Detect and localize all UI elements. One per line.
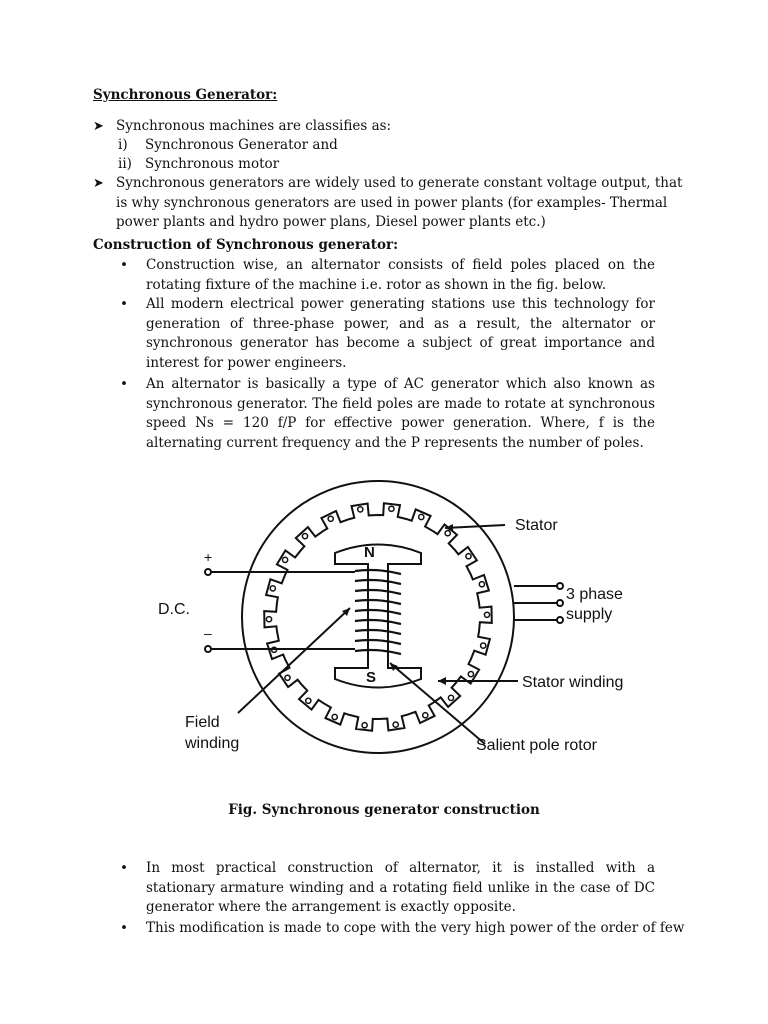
stator-conductor-icon: [389, 506, 394, 511]
generator-figure: [150, 478, 660, 778]
plus-sign: +: [204, 549, 213, 565]
stator-conductor-icon: [285, 675, 290, 680]
bullet-text: Construction wise, an alternator consists of field poles placed on the rotating fixture of the machine i.e. rotor as shown in the fig. below.: [146, 257, 655, 293]
page-title: Synchronous Generator:: [93, 87, 278, 103]
terminal-icon: [557, 617, 563, 623]
stator-conductor-icon: [484, 612, 489, 617]
bullet-item: [120, 919, 685, 939]
bullet-item: [120, 295, 655, 373]
salient-pole-label: Salient pole rotor: [476, 737, 597, 754]
list-number: ii): [118, 156, 132, 172]
stator-pointer: [445, 525, 505, 528]
bullet-text: All modern electrical power generating stations use this technology for generation of three-phase power, and as a result, the alternator or synchronous generator has become a subject of great importance and interest for power engineers.: [146, 296, 655, 371]
bullet-dot-icon: •: [120, 920, 128, 936]
stator-conductor-icon: [358, 507, 363, 512]
minus-sign: –: [204, 625, 212, 641]
bullet-item: [120, 256, 655, 295]
stator-label: Stator: [515, 517, 558, 534]
list-item: [118, 136, 338, 156]
stator-conductor-icon: [362, 723, 367, 728]
stator-conductor-icon: [468, 672, 473, 677]
list-item: [118, 155, 279, 175]
figure-caption: Fig. Synchronous generator construction: [228, 802, 540, 818]
stator-conductor-icon: [283, 557, 288, 562]
field-winding-pointer: [238, 608, 350, 713]
list-label: Synchronous Generator and: [145, 137, 338, 153]
bullet-item: [120, 859, 655, 918]
stator-conductor-icon: [466, 554, 471, 559]
salient-pole-rotor: [335, 545, 421, 688]
dc-label: D.C.: [158, 601, 190, 618]
intro-item: [93, 117, 683, 137]
bullet-dot-icon: •: [120, 257, 128, 273]
stator-conductor-icon: [328, 516, 333, 521]
intro-item: [93, 174, 683, 233]
bullet-text: An alternator is basically a type of AC generator which also known as synchronous generator. The field poles are made to rotate at synchronous speed Ns = 120 f/P for effective power generation. Where, f is the alternating current frequency and the P represents the number of poles.: [146, 376, 655, 451]
terminal-icon: [205, 569, 211, 575]
stator-conductor-icon: [332, 714, 337, 719]
bullet-dot-icon: •: [120, 296, 128, 312]
stator-conductor-icon: [306, 698, 311, 703]
bullet-text: This modification is made to cope with the very high power of the order of few: [146, 920, 685, 936]
stator-conductor-icon: [445, 531, 450, 536]
supply-label-line2: supply: [566, 606, 613, 623]
stator-conductor-icon: [393, 722, 398, 727]
north-pole-label: N: [364, 544, 375, 561]
intro-text: Synchronous machines are classifies as:: [116, 118, 392, 134]
stator-conductor-icon: [302, 534, 307, 539]
stator-conductor-icon: [270, 586, 275, 591]
stator-conductor-icon: [479, 582, 484, 587]
stator-conductor-icon: [266, 617, 271, 622]
terminal-icon: [557, 583, 563, 589]
south-pole-label: S: [366, 669, 377, 686]
list-label: Synchronous motor: [145, 156, 280, 172]
arrow-bullet-icon: ➤: [93, 176, 104, 191]
bullet-dot-icon: •: [120, 376, 128, 392]
stator-conductor-icon: [481, 643, 486, 648]
terminal-icon: [557, 600, 563, 606]
generator-diagram: [150, 478, 660, 778]
stator-conductor-icon: [423, 713, 428, 718]
terminal-icon: [205, 646, 211, 652]
stator-conductor-icon: [419, 514, 424, 519]
section-heading: Construction of Synchronous generator:: [93, 237, 399, 253]
list-number: i): [118, 137, 128, 153]
stator-winding-label: Stator winding: [522, 674, 624, 691]
arrow-bullet-icon: ➤: [93, 119, 104, 134]
field-winding-label-line2: winding: [185, 735, 240, 752]
bullet-text: In most practical construction of alternator, it is installed with a stationary armature winding and a rotating field unlike in the case of DC generator where the arrangement is exactly opposite.: [146, 860, 655, 916]
field-winding-label: Field: [185, 714, 220, 731]
bullet-item: [120, 375, 655, 453]
supply-label: 3 phase: [566, 586, 623, 603]
bullet-dot-icon: •: [120, 860, 128, 876]
intro-text: Synchronous generators are widely used to generate constant voltage output, that is why synchronous generators are used in power plants (for examples- Thermal power plants and hydro power plans, Diesel power plants etc.): [116, 175, 683, 231]
stator-conductor-icon: [448, 695, 453, 700]
